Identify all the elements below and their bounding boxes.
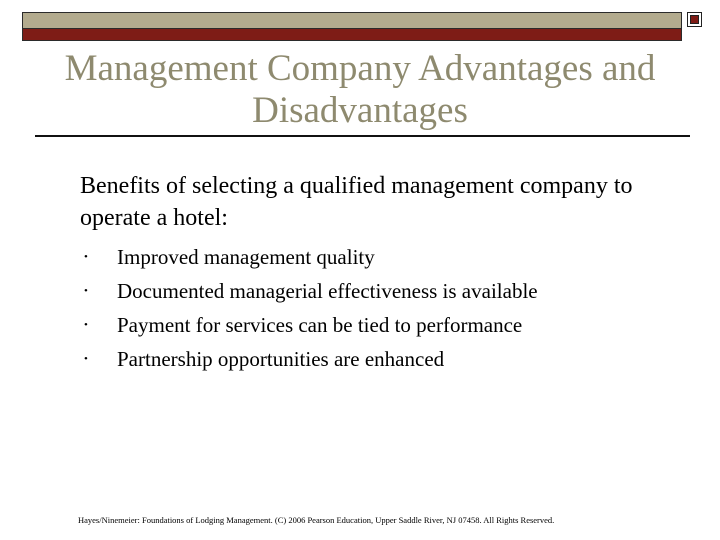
slide-title: Management Company Advantages and Disadvantages xyxy=(64,48,656,131)
bullet-icon: • xyxy=(84,319,88,331)
bullet-list xyxy=(80,240,680,376)
top-band-olive xyxy=(22,12,682,29)
corner-square-inner xyxy=(690,15,699,24)
bullet-text: Partnership opportunities are enhanced xyxy=(117,347,445,371)
bullet-text: Payment for services can be tied to performance xyxy=(117,313,523,337)
bullet-item xyxy=(80,240,680,274)
bullet-icon: • xyxy=(84,251,88,263)
bullet-text: Documented managerial effectiveness is available xyxy=(117,279,538,303)
bullet-icon: • xyxy=(84,285,88,297)
bullet-item xyxy=(80,342,680,376)
bullet-item xyxy=(80,274,680,308)
bullet-icon: • xyxy=(84,353,88,365)
corner-square-icon xyxy=(687,12,702,27)
bullet-text: Improved management quality xyxy=(117,245,375,269)
intro-text: Benefits of selecting a qualified management company to operate a hotel: xyxy=(80,173,633,231)
title-underline xyxy=(35,135,690,137)
bullet-item xyxy=(80,308,680,342)
footer-copyright: Hayes/Ninemeier: Foundations of Lodging Management. (C) 2006 Pearson Education, Upper Saddle River, NJ 07458. All Rights Reserved. xyxy=(78,515,555,525)
top-band-red xyxy=(22,29,682,41)
